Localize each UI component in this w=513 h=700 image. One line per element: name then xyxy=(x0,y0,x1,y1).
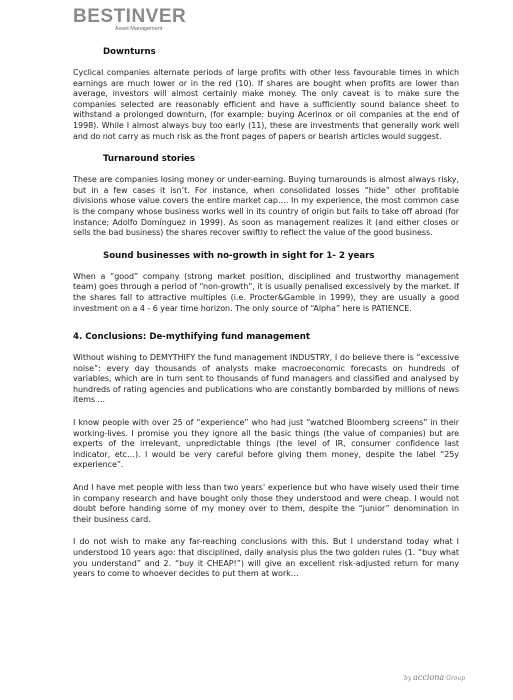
heading-no-growth: Sound businesses with no-growth in sight for 1- 2 years xyxy=(103,250,375,261)
logo-subtitle: Asset Management xyxy=(115,26,163,32)
paragraph-no-growth: When a “good” company (strong market position, disciplined and trustworthy management team) goes through a period of “non-growth”, it is usually penalised excessively by the market. If the shares fall to attractive multiples (i.e. Procter&Gamble in 1999), they are usually a good investment on a 4 - 6 year time horizon. The only source of “Alpha” here is PATIENCE. xyxy=(73,271,459,313)
paragraph-conclusions-4: I do not wish to make any far-reaching conclusions with this. But I understand today what I understood 10 years ago: that disciplined, daily analysis plus the two golden rules (1. “buy what you understand” and 2. “buy it CHEAP!”) will give an excellent risk-adjusted return for many years to come to whoever decides to put them at work… xyxy=(73,537,459,579)
footer-brand: acciona xyxy=(413,673,445,682)
document-body xyxy=(73,47,459,592)
heading-conclusions: 4. Conclusions: De-mythifying fund management xyxy=(73,332,310,343)
footer-suffix: Group xyxy=(446,675,466,682)
heading-downturns: Downturns xyxy=(103,47,156,57)
bestinver-logo xyxy=(73,8,186,32)
paragraph-conclusions-2: I know people with over 25 of “experience” who had just “watched Bloomberg screens” in their working-lives. I promise you they ignore all the basic things (the value of companies) but are experts of the irrelevant, unpredictable things (the level of IR, consumer confidence last indicator, etc…). I would be very careful before giving them money, despite the label “25y experience”. xyxy=(73,418,459,470)
heading-turnaround: Turnaround stories xyxy=(103,154,195,165)
paragraph-turnaround: These are companies losing money or under-earning. Buying turnarounds is almost always risky, but in a few cases it isn’t. For instance, when consolidated losses “hide” other profitable divisions whose value covers the entire market cap…. In my experience, the most common case is the company whose business works well in its country of origin but fails to take off abroad (for instance; Adolfo Domínguez in 1999). As soon as management realizes it (and either closes or sells the bad business) the shares recover swiftly to reflect the value of the good business. xyxy=(73,175,459,238)
paragraph-downturns: Cyclical companies alternate periods of large profits with other less favourable times in which earnings are much lower or in the red (10). If shares are bought when profits are lower than average, investors will almost certainly make money. The only caveat is to make sure the companies selected are reasonably efficient and have a sufficiently sound balance sheet to withstand a prolonged downturn, (for example: buying Acerinox or oil companies at the end of 1998). While I almost always buy too early (11), these are investments that generally work well and do not carry as much risk as the front pages of papers or bearish articles would suggest. xyxy=(73,68,459,141)
paragraph-conclusions-3: And I have met people with less than two years’ experience but who have wisely used their time in company research and have bought only those they understood and were cheap. I would not doubt before handing some of my money over to them, despite the “junior” denomination in their business card. xyxy=(73,483,459,524)
paragraph-conclusions-1: Without wishing to DEMYTHIFY the fund management INDUSTRY, I do believe there is “excessive noise”: every day thousands of analysts make macroeconomic forecasts on hundreds of variables, which are in turn sent to thousands of fund managers and classified and analysed by hundreds of rating agencies and publications who are constantly bombarded by millions of news items ... xyxy=(73,353,459,405)
footer-prefix: by xyxy=(404,675,412,682)
acciona-logo xyxy=(404,673,465,682)
logo-wordmark: BESTINVER xyxy=(73,6,187,27)
